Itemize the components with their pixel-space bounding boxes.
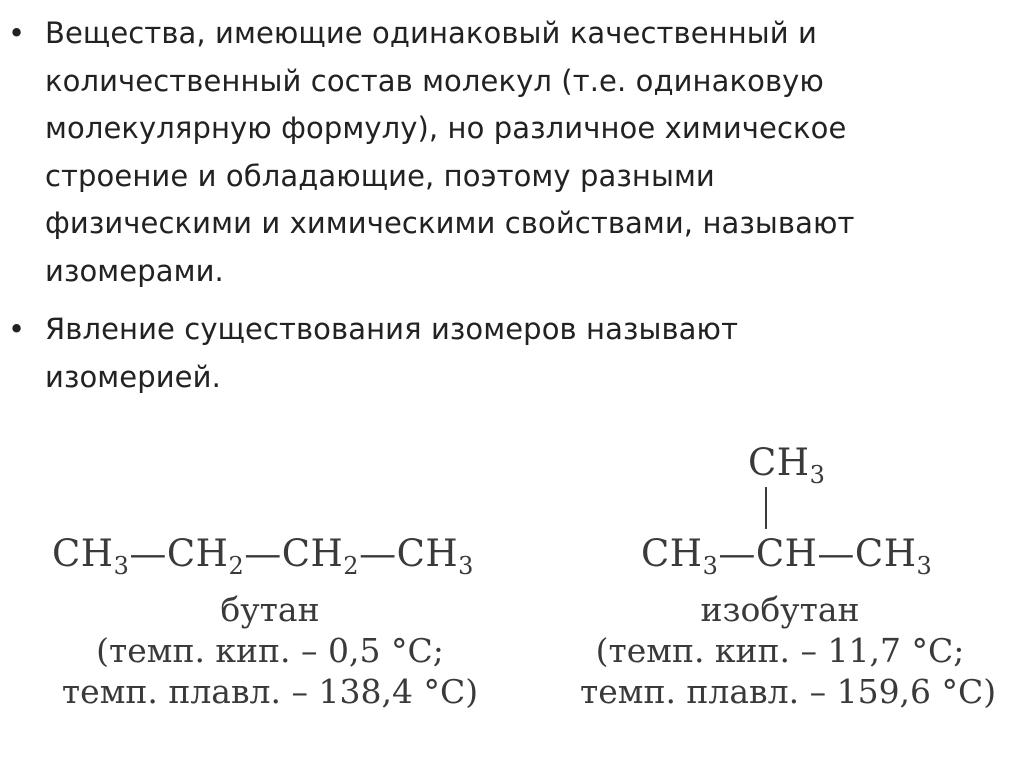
bullet-marker: • (8, 16, 26, 50)
bullet-text (45, 10, 998, 296)
butane-melting-point: темп. плавл. – 138,4 °С) (61, 672, 479, 711)
bullet-marker: • (8, 312, 26, 346)
isobutane-formula: $CH_3—CH—CH_3$ (641, 532, 933, 580)
bullet-isomers-definition (8, 10, 998, 296)
text-line: молекулярную формулу), но различное химическое (45, 111, 847, 146)
text-line: Явление существования изомеров называют (45, 312, 739, 346)
text-line: изомерией. (45, 359, 221, 394)
isobutane-branch-methyl: $CH_3$ (748, 441, 826, 489)
text-line: количественный состав молекул (т.е. одинаковую (45, 63, 824, 98)
butane-name: бутан (220, 590, 320, 629)
text-line: физическими и химическими свойствами, называют (45, 206, 855, 241)
bullet-isomerism-definition (8, 306, 998, 401)
butane-formula: $CH_3—CH_2—CH_2—CH_3$ (52, 532, 474, 580)
isobutane-boiling-point: (темп. кип. – 11,7 °С; (595, 631, 965, 670)
isobutane-name: изобутан (700, 590, 860, 629)
butane-boiling-point: (темп. кип. – 0,5 °С; (96, 631, 444, 670)
isobutane-vertical-bond (765, 487, 767, 529)
isobutane-melting-point: темп. плавл. – 159,6 °С) (580, 672, 997, 711)
text-line: Вещества, имеющие одинаковый качественный и (45, 16, 817, 50)
bullet-text (45, 306, 998, 401)
text-line: изомерами. (45, 253, 224, 288)
text-line: строение и обладающие, поэтому разными (45, 158, 715, 193)
